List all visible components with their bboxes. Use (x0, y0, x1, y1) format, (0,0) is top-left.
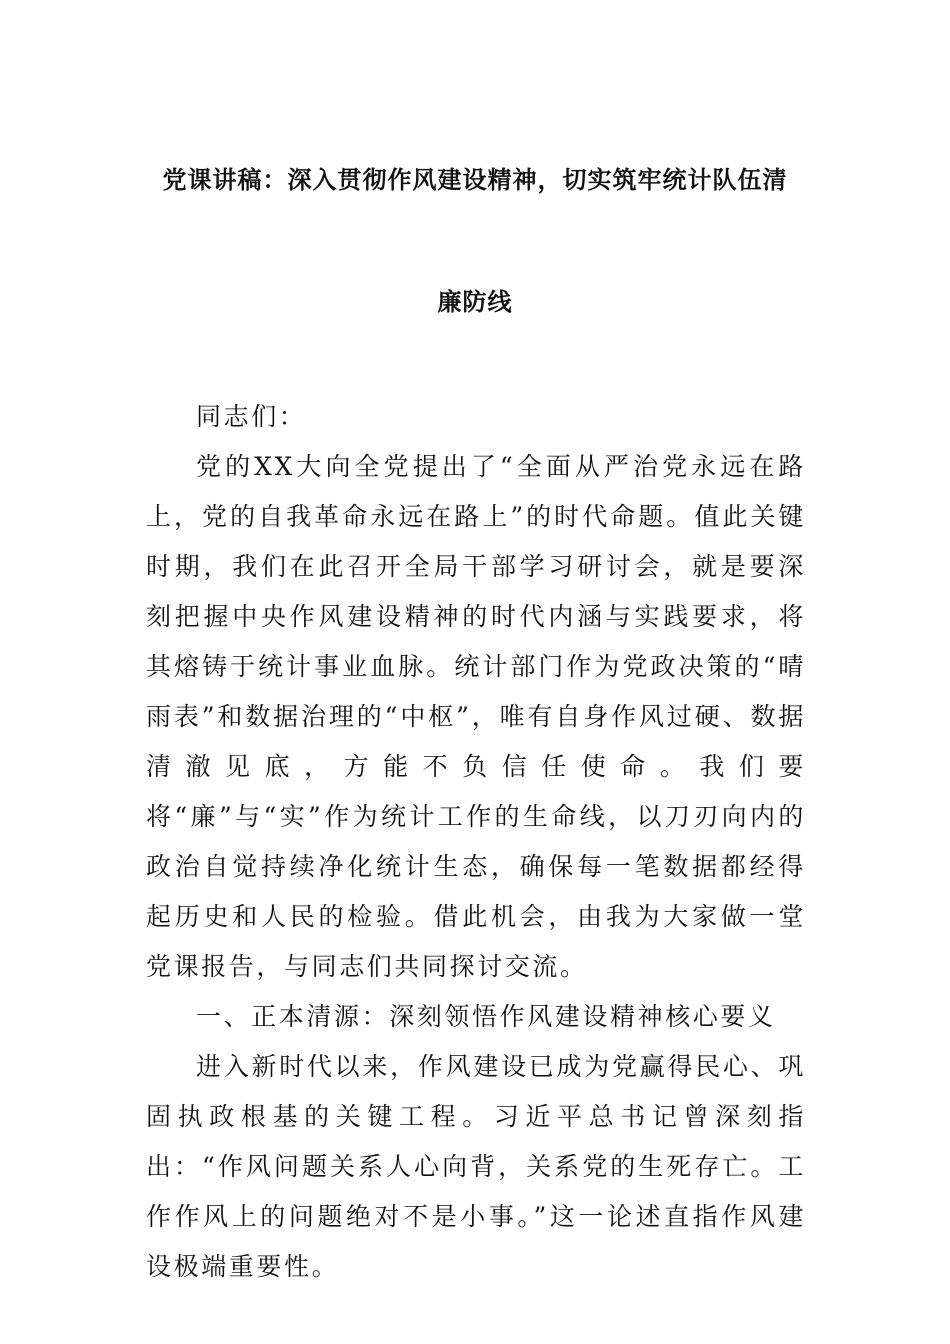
paragraph: 进入新时代以来，作风建设已成为党赢得民心、巩固执政根基的关键工程。习近平总书记曾深刻指出：“作风问题关系人心向背，关系党的生死存亡。工作作风上的问题绝对不是小事。”这一论述直指作风建设极端重要性。 (146, 1052, 806, 1281)
salutation: 同志们： (196, 402, 307, 431)
section-heading: 一、正本清源：深刻领悟作风建设精神核心要义 (196, 1002, 776, 1031)
paragraph: 党的XX大向全党提出了“全面从严治党永远在路上，党的自我革命永远在路上”的时代命题。值此关键时期，我们在此召开全局干部学习研讨会，就是要深刻把握中央作风建设精神的时代内涵与实践要求，将其熔铸于统计事业血脉。统计部门作为党政决策的“晴雨表”和数据治理的“中枢”，唯有自身作风过硬、数据清澈见底，方能不负信任使命。我们要将“廉”与“实”作为统计工作的生命线，以刀刃向内的政治自觉持续净化统计生态，确保每一笔数据都经得起历史和人民的检验。借此机会，由我为大家做一堂党课报告，与同志们共同探讨交流。 (146, 452, 806, 981)
document-title-line-2: 廉防线 (437, 288, 513, 316)
document-body (146, 392, 806, 1292)
document-title-line-1: 党课讲稿：深入贯彻作风建设精神，切实筑牢统计队伍清 (162, 166, 788, 194)
